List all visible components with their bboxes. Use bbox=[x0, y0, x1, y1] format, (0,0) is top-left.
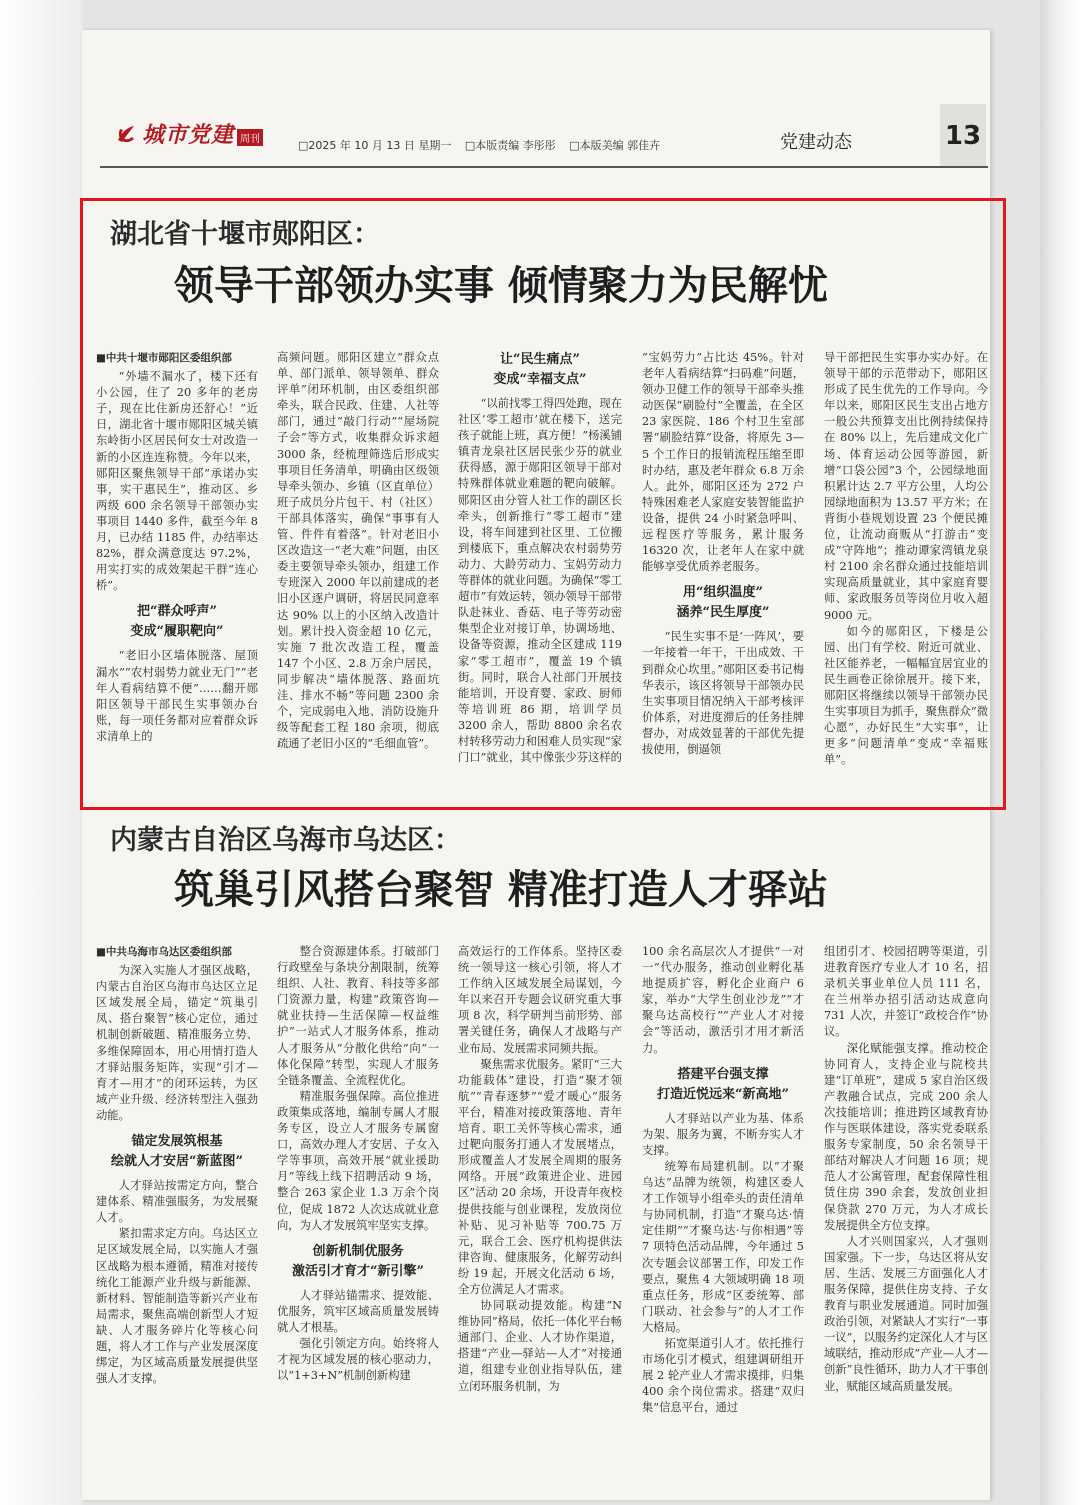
subheading: 锚定发展筑根基 绘就人才安居“新蓝图” bbox=[111, 1134, 243, 1170]
paragraph: 100 余名高层次人才提供“一对一”代办服务，推动创业孵化基地提质扩容，孵化企业商户 6 家，举办“大学生创业沙龙”“才聚乌达高校行”“产业人才对接会”等活动，激活引才用才新活力。 bbox=[642, 945, 804, 1055]
paragraph: “以前找零工得四处跑，现在社区‘零工超市’就在楼下，送完孩子就能上班，真方便！”杨溪铺镇青龙泉社区居民张少芬的就业获得感，源于郧阳区领导干部对特殊群体就业难题的靶向破解。郧阳区由分管人社工作的副区长牵头，创新推行“零工超市”建设，将车间建到社区里、工位搬到楼底下，重点解决农村弱势劳动力、大龄劳动力、宝妈劳动力等群体的就业问题。为确保“零工超市”有效运转，领办领导干部带队赴袜业、香菇、电子等劳动密集型企业对接订单，协调场地、设备等资源，推动全区建成 119 家“零工超市”，覆盖 19 个镇街。同时，联合人社部门开展技能培训，开设育婴、家政、厨师等培训班 86 期，培训学员 3200 余人，帮助 8800 余名农村转移劳动力和困难人员实现“家门口”就业，其中像张少芬这样的 bbox=[458, 397, 622, 765]
paragraph: “宝妈劳力”占比达 45%。针对老年人看病结算“扫码难”问题，领办卫健工作的领导干部牵头推动医保“刷脸付”全覆盖，在全区 23 家医院、186 个村卫生室部署“刷脸结算”设备，将原先 3—5 个工作日的报销流程压缩至即时办结，惠及老年群众 6.8 万余人。此外，郧阳区还为 272 户特殊困难老人家庭安装智能监护设备，提供 24 小时紧急呼叫、远程医疗等服务，累计服务 16320 次，让老年人在家中就能够享受优质养老服务。 bbox=[642, 351, 804, 574]
subheading: 用“组织温度” 涵养“民生厚度” bbox=[676, 585, 770, 621]
paragraph: 人才驿站锚需求、提效能、优服务，筑牢区域高质量发展铸就人才根基。 bbox=[277, 1288, 439, 1334]
paragraph: “外墙不漏水了，楼下还有小公园，住了 20 多年的老房子，现在比住新房还舒心！”近日，湖北省十堰市郧阳区城关镇东岭街小区居民何女士对改造一新的小区连连称赞。今年以来，郧阳区聚焦领导干部“承诺办实事，实干惠民生”，推动区、乡两级 600 余名领导干部领办实事项目 1440 多件，截至今年 8 月，已办结 1185 件，办结率达 82%，群众满意度达 97.2%，用实打实的成效架起干群“连心桥”。 bbox=[96, 370, 258, 593]
article2-column-5 bbox=[824, 944, 988, 1424]
article1-column-2 bbox=[277, 350, 439, 788]
article1-byline: ■中共十堰市郧阳区委组织部 bbox=[96, 352, 232, 364]
article2-column-3 bbox=[458, 944, 622, 1424]
paragraph: 如今的郧阳区，下楼是公园、出门有学校、附近可就业、社区能养老，一幅幅宜居宜业的民生画卷正徐徐展开。接下来，郧阳区将继续以领导干部领办民生实事项目为抓手，聚焦群众“微心愿”，办好民生“大实事”，让更多“问题清单”变成“幸福账单”。 bbox=[824, 624, 988, 767]
paragraph: 紧扣需求定方向。乌达区立足区域发展全局，以实施人才强区战略为根本遵循，精准对接传统化工能源产业升级与新能源、新材料、智能制造等新兴产业布局需求，聚焦高端创新型人才短缺、人才服务碎片化等核心问题，将人才工作与产业发展深度绑定，为区域高质量发展提供坚强人才支撑。 bbox=[96, 1227, 258, 1386]
paragraph: 整合资源建体系。打破部门行政壁垒与条块分割限制，统筹组织、人社、教育、科技等多部门资源力量，构建“政策咨询—就业扶持—生活保障—权益维护”一站式人才服务体系，推动人才服务从“分散化供给”向“一体化保障”转型，实现人才服务全链条覆盖、全流程优化。 bbox=[277, 945, 439, 1087]
paragraph: 强化引领定方向。始终将人才视为区域发展的核心驱动力，以“1+3+N”机制创新构建 bbox=[277, 1336, 439, 1383]
article2-byline: ■中共乌海市乌达区委组织部 bbox=[96, 946, 232, 958]
section-title: 党建动态 bbox=[780, 132, 852, 153]
paragraph: “民生实事不是‘一阵风’，要一年接着一年干，干出成效、干到群众心坎里。”郧阳区委书记梅华表示，该区将领导干部领办民生实事项目情况纳入干部考核评价体系，对进度滞后的任务挂牌督办，对成效显著的干部优先提拔使用，倒逼领 bbox=[642, 630, 804, 756]
article1-column-5 bbox=[824, 350, 988, 788]
subheading: 把“群众呼声” 变成“履职靶向” bbox=[130, 604, 224, 640]
paragraph: 高效运行的工作体系。坚持区委统一领导这一核心引领，将人才工作纳入区域发展全局谋划，今年以来召开专题会议研究重大事项 8 次，科学研判当前形势、部署关键任务，确保人才战略与产业布局、发展需求同频共振。 bbox=[458, 945, 622, 1055]
paragraph: 高频问题。郧阳区建立“群众点单、部门派单、领导领单、群众评单”闭环机制，由区委组织部牵头，联合民政、住建、人社等部门，通过“敲门行动”“屋场院子会”等方式，收集群众诉求超 3000 条，经梳理筛选后形成实事项目任务清单，明确由区级领导牵头领办、乡镇（区直单位）班子成员分片包干、村（社区）干部具体落实，确保“事事有人管、件件有着落”。针对老旧小区改造这一“老大难”问题，由区委主要领导牵头领办，组建工作专班深入 2000 年以前建成的老旧小区逐户调研，将居民同意率达 90% 以上的小区纳入改造计划。累计投入资金超 10 亿元，实施 7 批次改造工程，覆盖 147 个小区、2.8 万余户居民，同步解决“墙体脱落、路面坑洼、排水不畅”等问题 2300 余个，完成弱电入地、消防设施升级等配套工程 180 余项，彻底疏通了老旧小区的“毛细血管”。 bbox=[277, 351, 439, 751]
article1-column-4 bbox=[642, 350, 804, 788]
paragraph: 人才兴则国家兴，人才强则国家强。下一步，乌达区将从安居、生活、发展三方面强化人才服务保障，提供住房支持、子女教育与职业发展通道。同时加强政治引领，对紧缺人才实行“一事一议”，以服务约定深化人才与区域联结，推动形成“产业—人才—创新”良性循环，助力人才干事创业，赋能区域高质量发展。 bbox=[824, 1234, 988, 1393]
subheading: 创新机制优服务 激活引才育才“新引擎” bbox=[292, 1243, 424, 1279]
paragraph: 聚焦需求优服务。紧盯“三大功能载体”建设，打造“聚才领航”“青春逐梦”“爱才暖心”服务平台，精准对接政策落地、青年培育、职工关怀等核心需求，通过靶向服务打通人才发展堵点，形成覆盖人才发展全周期的服务网络。开展“政策进企业、进园区”活动 20 余场，开设青年夜校提供技能与创业课程，发放岗位补贴、见习补贴等 700.75 万元，联合工会、医疗机构提供法律咨询、健康服务，化解劳动纠纷 19 起，开展文化活动 6 场，全方位满足人才需求。 bbox=[458, 1057, 622, 1296]
paragraph: 精准服务强保障。高位推进政策集成落地，编制专属人才服务专区，设立人才服务专属窗口，高效办理人才安居、子女入学等事项，高效开展“就业援助月”等线上线下招聘活动 9 场，整合 263 家企业 1.3 万余个岗位，促成 1872 人次达成就业意向，为人才发展筑牢坚实支撑。 bbox=[277, 1089, 439, 1232]
page-number: 13 bbox=[940, 104, 986, 168]
paragraph: 深化赋能强支撑。推动校企协同育人，支持企业与院校共建“订单班”，建成 5 家自治区级产教融合试点，完成 200 余人次技能培训；推进跨区域教育协作与医联体建设，落实党委联系服务专家制度，50 余名领导干部结对解决人才问题 16 项；规范人才公寓管理，配套保障性租赁住房 390 余套，发放创业担保贷款 270 万元，为人才成长发展提供全方位支撑。 bbox=[824, 1041, 988, 1232]
subheading: 搭建平台强支撑 打造近悦远来“新高地” bbox=[657, 1066, 789, 1102]
paragraph: “老旧小区墙体脱落、屋顶漏水”“农村弱势力就业无门”“老年人看病结算不便”……翻开郧阳区领导干部民生实事领办台账，每一项任务都对应着群众诉求清单上的 bbox=[96, 649, 258, 743]
masthead-rule bbox=[100, 166, 988, 168]
paragraph: 组团引才、校园招聘等渠道，引进教育医疗专业人才 10 名，招录机关事业单位人员 111 名，在兰州举办招引活动达成意向 731 人次，并签订“政校合作”协议。 bbox=[824, 945, 988, 1039]
paragraph: 拓宽渠道引人才。依托推行市场化引才模式，组建调研组开展 2 轮产业人才需求摸排，归集 400 余个岗位需求。搭建“双归集”信息平台，通过 bbox=[642, 1336, 804, 1415]
issue-meta bbox=[298, 137, 670, 153]
issue-date: □2025 年 10 月 13 日 星期一 bbox=[298, 139, 452, 152]
paragraph: 人才驿站按需定方向，整合建体系、精准强服务，为发展聚人才。 bbox=[96, 1179, 258, 1225]
article2-column-1 bbox=[96, 944, 258, 1424]
article2-kicker: 内蒙古自治区乌海市乌达区： bbox=[110, 825, 461, 856]
article2-headline: 筑巢引风搭台聚智 精准打造人才驿站 bbox=[174, 866, 828, 913]
masthead-tag: 周刊 bbox=[237, 129, 263, 146]
article1-kicker: 湖北省十堰市郧阳区： bbox=[110, 219, 380, 250]
issue-designer: □本版美编 郭佳卉 bbox=[569, 139, 661, 152]
party-emblem-icon bbox=[112, 120, 140, 148]
page-fold-right bbox=[1040, 0, 1080, 1505]
issue-editor: □本版责编 李彤彤 bbox=[464, 139, 556, 152]
paragraph: 为深入实施人才强区战略，内蒙古自治区乌海市乌达区立足区域发展全局，锚定“筑巢引凤、搭台聚智”核心定位，通过机制创新破题、精准服务立势、多维保障固本，用心用情打造人才驿站服务矩阵，实现“引才—育才—用才”的闭环运转，为区域产业升级、经济转型注入强劲动能。 bbox=[96, 964, 258, 1122]
article1-column-3 bbox=[458, 350, 622, 788]
subheading: 让“民生痛点” 变成“幸福支点” bbox=[493, 352, 587, 387]
paragraph: 导干部把民生实事办实办好。在领导干部的示范带动下，郧阳区形成了民生优先的工作导向。今年以来，郧阳区民生支出占地方一般公共预算支出比例持续保持在 80% 以上，先后建成文化广场、体育运动公园等游园，新增“口袋公园”3 个，公园绿地面积累计达 2.7 平方公里，人均公园绿地面积为 13.57 平方米；在背街小巷规划设置 23 个便民摊位，让流动商贩从“打游击”变成“守阵地”；推动谭家湾镇龙泉村 2100 余名群众通过技能培训实现高质量就业，其中家庭育婴师、家政服务员等岗位月收入超 9000 元。 bbox=[824, 351, 988, 622]
paragraph: 协同联动提效能。构建“N 维协同”格局，依托一体化平台畅通部门、企业、人才协作渠道，搭建“产业—驿站—人才”对接通道，组建专业创业指导队伍，建立闭环服务机制，为 bbox=[458, 1299, 622, 1393]
article1-column-1 bbox=[96, 350, 258, 788]
masthead bbox=[112, 118, 263, 149]
article2-column-2 bbox=[277, 944, 439, 1424]
masthead-title: 城市党建 bbox=[142, 122, 235, 148]
article1-headline: 领导干部领办实事 倾情聚力为民解忧 bbox=[174, 262, 828, 309]
paragraph: 人才驿站以产业为基、体系为架、服务为翼，不断夯实人才支撑。 bbox=[642, 1111, 804, 1157]
paragraph: 统筹布局建机制。以“才聚乌达”品牌为统领，构建区委人才工作领导小组牵头的责任清单与协同机制，打造“才聚乌达·情定佳期”“才聚乌达·与你相遇”等 7 项特色活动品牌，今年通过 5 次专题会议部署工作，印发工作要点，聚焦 4 大领域明确 18 项重点任务，形成“区委统筹、部门联动、社会参与”的人才工作大格局。 bbox=[642, 1159, 804, 1334]
article2-column-4 bbox=[642, 944, 804, 1424]
page-fold-left bbox=[0, 0, 82, 1505]
